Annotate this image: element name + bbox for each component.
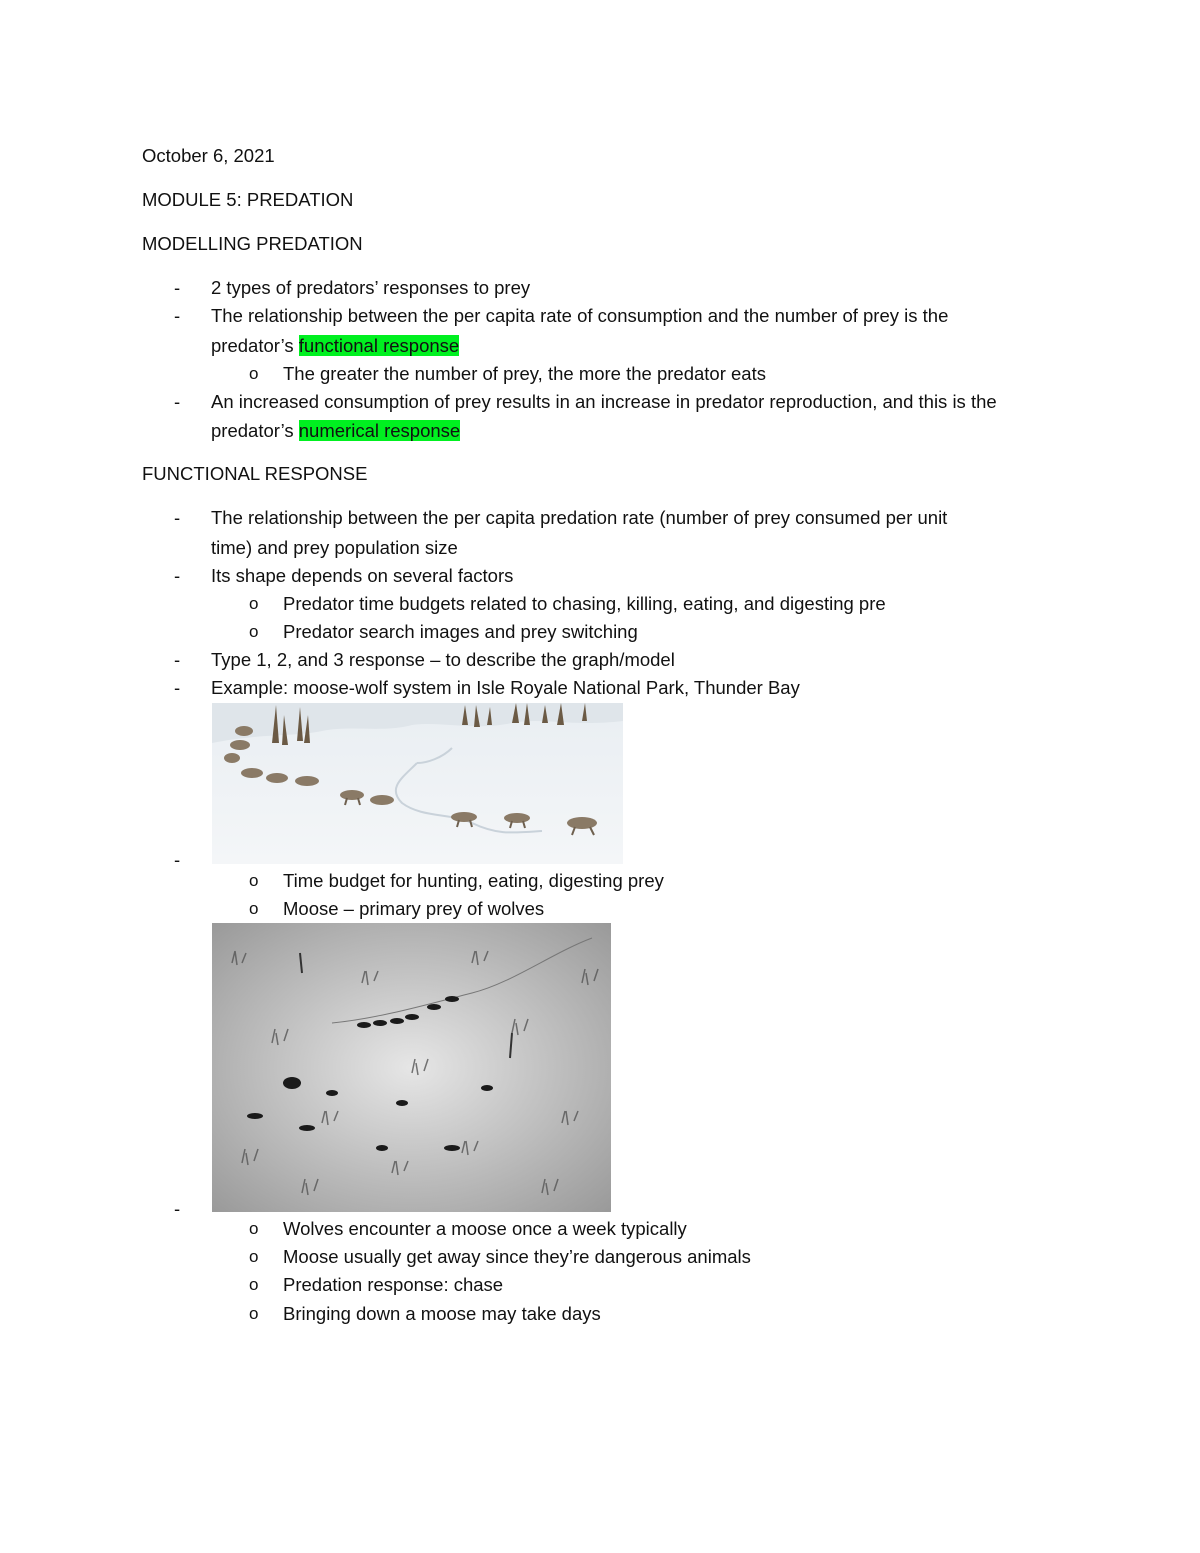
subbullet-time-budget-hunting: Time budget for hunting, eating, digesting prey xyxy=(283,870,664,891)
subbullet-search-images: Predator search images and prey switching xyxy=(283,621,638,642)
subbullet-moose-get-away: Moose usually get away since they’re dangerous animals xyxy=(283,1246,751,1267)
dash-bullet: - xyxy=(174,849,181,870)
subbullet-moose-primary-prey: Moose – primary prey of wolves xyxy=(283,898,545,919)
o-bullet: o xyxy=(249,1304,259,1323)
bullet-predation-rate-line2: time) and prey population size xyxy=(211,537,458,558)
wolves-aerial-bw-photo xyxy=(212,923,611,1212)
subbullet-predation-chase: Predation response: chase xyxy=(283,1274,504,1295)
subbullet-encounter-weekly: Wolves encounter a moose once a week typically xyxy=(283,1218,687,1239)
section-heading-functional-response: FUNCTIONAL RESPONSE xyxy=(142,463,368,484)
dash-bullet: - xyxy=(174,565,181,586)
subbullet-more-prey: The greater the number of prey, the more the predator eats xyxy=(283,363,766,384)
dash-bullet: - xyxy=(174,649,181,670)
bullet-numerical-line2 xyxy=(211,418,460,444)
bullet-shape-factors: Its shape depends on several factors xyxy=(211,565,514,586)
o-bullet: o xyxy=(249,1275,259,1294)
bullet-predation-rate-line1: The relationship between the per capita predation rate (number of prey consumed per unit xyxy=(211,507,948,528)
dash-bullet: - xyxy=(174,277,181,298)
dash-bullet: - xyxy=(174,305,181,326)
dash-bullet: - xyxy=(174,507,181,528)
o-bullet: o xyxy=(249,622,259,641)
bullet-numerical-prefix: predator’s xyxy=(211,420,299,441)
document-date: October 6, 2021 xyxy=(142,145,275,166)
bullet-types-of-responses: 2 types of predators’ responses to prey xyxy=(211,277,531,298)
subbullet-time-budgets: Predator time budgets related to chasing, killing, eating, and digesting pre xyxy=(283,593,886,614)
dash-bullet: - xyxy=(174,391,181,412)
bullet-functional-prefix: predator’s xyxy=(211,335,299,356)
bullet-moose-wolf-example: Example: moose-wolf system in Isle Royale National Park, Thunder Bay xyxy=(211,677,800,698)
section-heading-modelling-predation: MODELLING PREDATION xyxy=(142,233,363,254)
o-bullet: o xyxy=(249,899,259,918)
highlight-numerical-response: numerical response xyxy=(298,420,461,441)
module-title: MODULE 5: PREDATION xyxy=(142,189,354,210)
o-bullet: o xyxy=(249,871,259,890)
bullet-type-responses: Type 1, 2, and 3 response – to describe the graph/model xyxy=(211,649,675,670)
bullet-functional-line1: The relationship between the per capita rate of consumption and the number of prey is the xyxy=(211,305,949,326)
wolves-in-snow-photo xyxy=(212,703,623,864)
dash-bullet: - xyxy=(174,1198,181,1219)
o-bullet: o xyxy=(249,594,259,613)
bullet-functional-line2 xyxy=(211,333,459,359)
o-bullet: o xyxy=(249,1247,259,1266)
bullet-numerical-line1: An increased consumption of prey results in an increase in predator reproduction, and this is the xyxy=(211,391,997,412)
dash-bullet: - xyxy=(174,677,181,698)
subbullet-bringing-down-moose: Bringing down a moose may take days xyxy=(283,1303,601,1324)
highlight-functional-response: functional response xyxy=(298,335,460,356)
o-bullet: o xyxy=(249,364,259,383)
o-bullet: o xyxy=(249,1219,259,1238)
